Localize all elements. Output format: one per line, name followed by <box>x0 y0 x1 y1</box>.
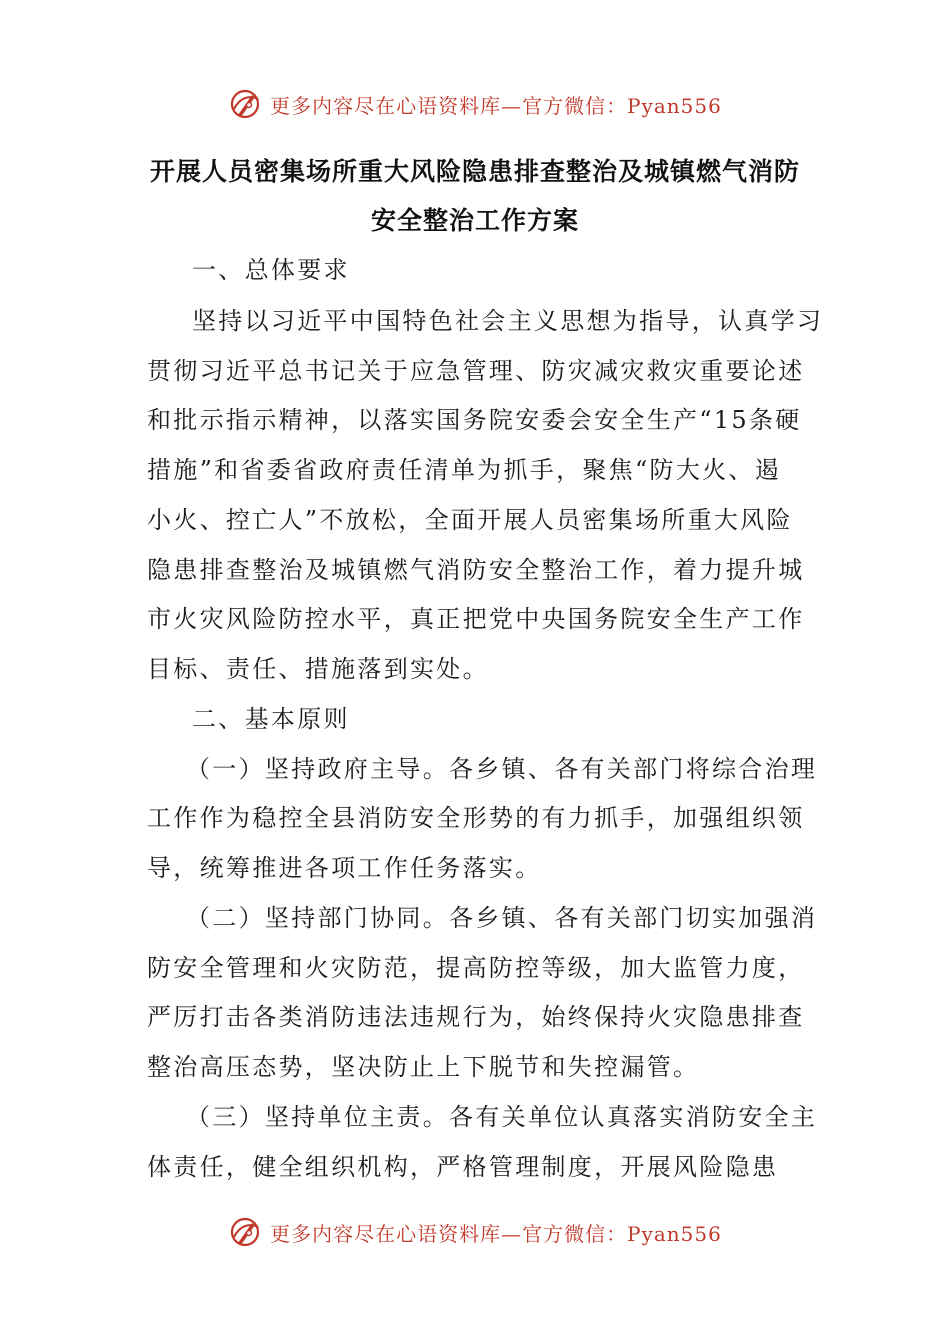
paragraph-line: 导，统筹推进各项工作任务落实。 <box>147 854 542 882</box>
paragraph-line: 目标、责任、措施落到实处。 <box>147 655 489 683</box>
paragraph-line: 贯彻习近平总书记关于应急管理、防灾减灾救灾重要论述 <box>147 357 805 385</box>
section-heading: 一、总体要求 <box>192 256 350 284</box>
header-banner <box>0 84 950 124</box>
paragraph-line: 措施”和省委省政府责任清单为抓手，聚焦“防大火、遏 <box>147 456 782 484</box>
paragraph-line: 市火灾风险防控水平，真正把党中央国务院安全生产工作 <box>147 605 805 633</box>
banner-text: 更多内容尽在心语资料库—官方微信：Pyan556 <box>270 93 722 118</box>
paragraph-line: 体责任，健全组织机构，严格管理制度，开展风险隐患 <box>147 1153 779 1181</box>
document-title-line-1: 开展人员密集场所重大风险隐患排查整治及城镇燃气消防 <box>149 157 800 186</box>
section-heading: 二、基本原则 <box>192 705 350 733</box>
paragraph-line: （二）坚持部门协同。各乡镇、各有关部门切实加强消 <box>186 904 818 932</box>
paragraph-line: 严厉打击各类消防违法违规行为，始终保持火灾隐患排查 <box>147 1003 805 1031</box>
paragraph-line: 坚持以习近平中国特色社会主义思想为指导，认真学习 <box>192 307 824 335</box>
paragraph-line: 隐患排查整治及城镇燃气消防安全整治工作，着力提升城 <box>147 556 805 584</box>
banner-text: 更多内容尽在心语资料库—官方微信：Pyan556 <box>270 1221 722 1246</box>
paragraph-line: 整治高压态势，坚决防止上下脱节和失控漏管。 <box>147 1053 700 1081</box>
paragraph-line: 工作作为稳控全县消防安全形势的有力抓手，加强组织领 <box>147 804 805 832</box>
footer-banner <box>0 1212 950 1252</box>
document-title-line-2: 安全整治工作方案 <box>370 206 579 235</box>
paragraph-line: （一）坚持政府主导。各乡镇、各有关部门将综合治理 <box>186 755 818 783</box>
paragraph-line: 小火、控亡人”不放松，全面开展人员密集场所重大风险 <box>147 506 793 534</box>
pen-swirl-logo-icon <box>228 87 262 121</box>
pen-swirl-logo-icon <box>228 1215 262 1249</box>
paragraph-line: 防安全管理和火灾防范，提高防控等级，加大监管力度， <box>147 954 805 982</box>
paragraph-line: 和批示指示精神，以落实国务院安委会安全生产“15条硬 <box>147 406 802 434</box>
paragraph-line: （三）坚持单位主责。各有关单位认真落实消防安全主 <box>186 1103 818 1131</box>
